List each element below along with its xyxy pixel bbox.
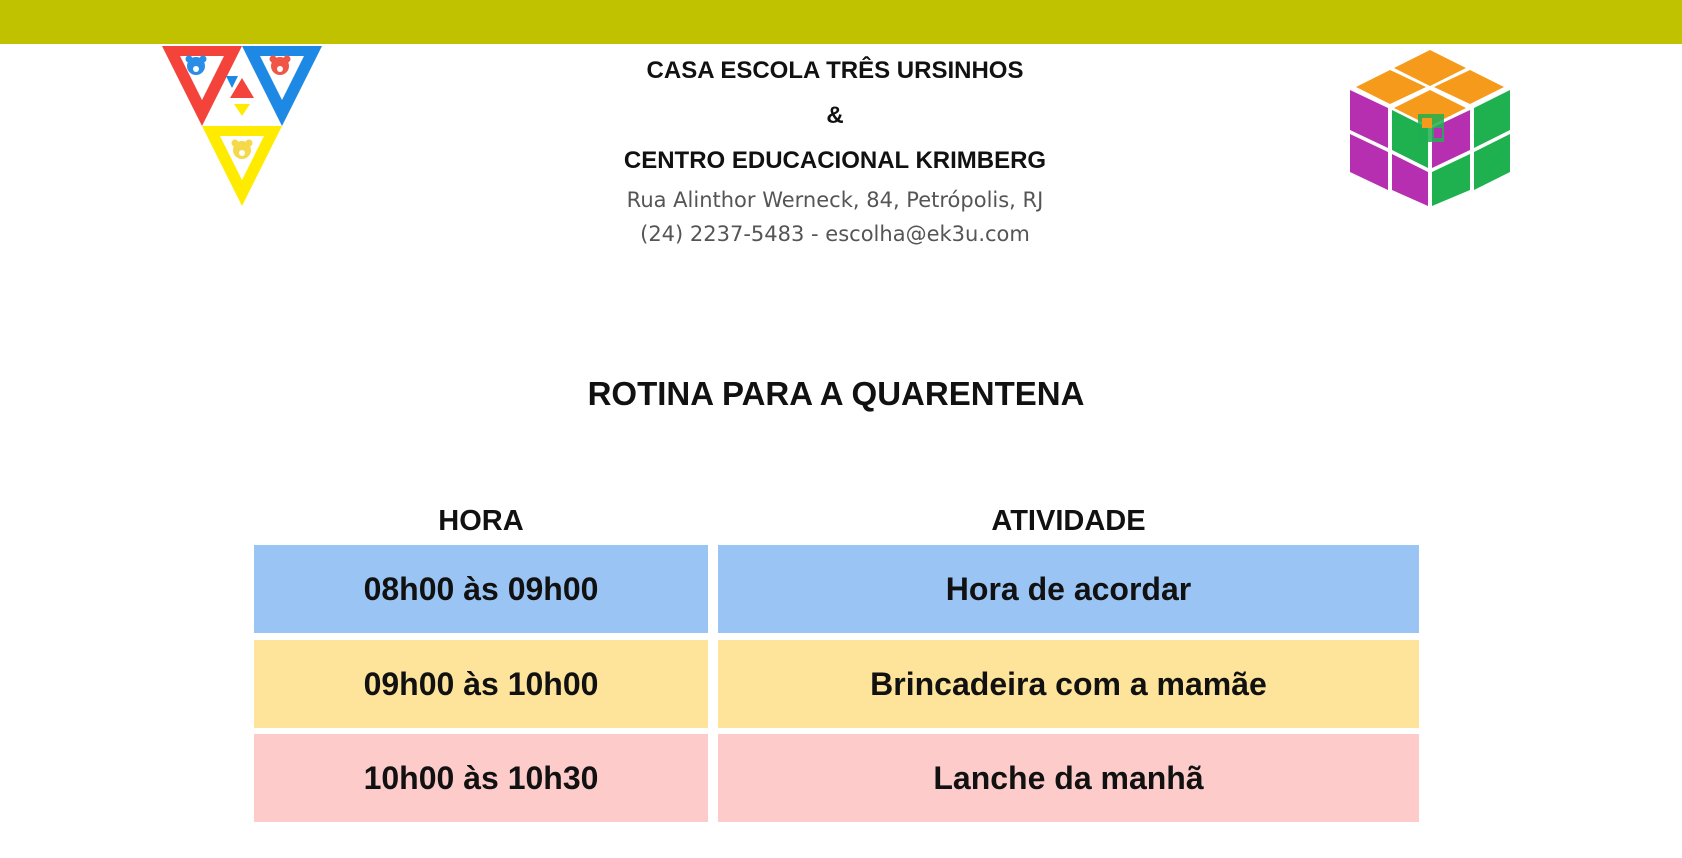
school-name-ampersand: & [826,102,844,129]
krimberg-cube-logo [1348,44,1512,208]
table-row [254,640,1419,728]
hora-cell: 08h00 às 09h00 [254,545,708,633]
tres-ursinhos-logo [162,46,322,206]
atividade-cell: Lanche da manhã [718,734,1419,822]
school-contact: (24) 2237-5483 - escolha@ek3u.com [640,222,1030,246]
atividade-cell: Hora de acordar [718,545,1419,633]
table-row [254,545,1419,633]
top-color-bar [0,0,1682,44]
column-header-atividade: ATIVIDADE [991,505,1146,537]
hora-cell: 10h00 às 10h30 [254,734,708,822]
school-name-line1: CASA ESCOLA TRÊS URSINHOS [646,57,1024,84]
school-name-line2: CENTRO EDUCACIONAL KRIMBERG [623,147,1047,174]
table-row [254,734,1419,822]
school-address: Rua Alinthor Werneck, 84, Petrópolis, RJ [626,188,1044,212]
school-header [535,48,1135,251]
hora-cell: 09h00 às 10h00 [254,640,708,728]
atividade-cell: Brincadeira com a mamãe [718,640,1419,728]
page-title: ROTINA PARA A QUARENTENA [587,375,1085,412]
column-header-hora: HORA [438,505,524,537]
